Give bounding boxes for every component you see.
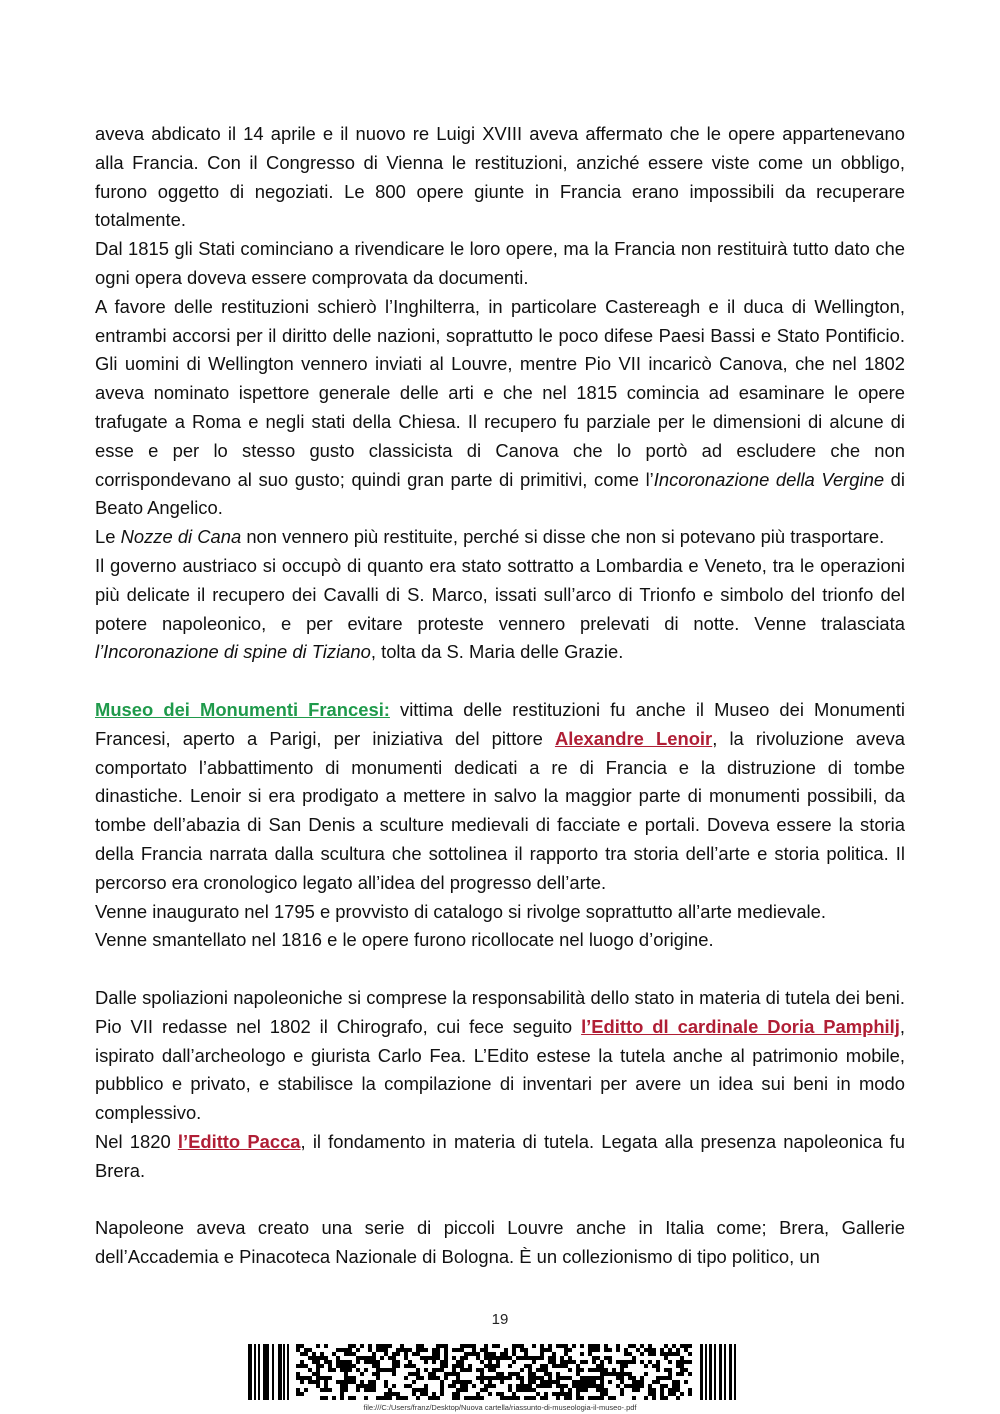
paragraph-gap <box>95 667 905 696</box>
page-number: 19 <box>491 1311 509 1328</box>
artwork-title: Incoronazione della Vergine <box>653 468 885 490</box>
paragraph: Il governo austriaco si occupò di quanto era stato sottratto a Lombardia e Veneto, tra le operazioni più delicate il recupero dei Cavalli di S. Marco, issati sull’arco di Trionfo e simbolo del trionfo del potere napoleonico, e per evitare proteste vennero prelevati di notte. Venne tralasciata l’Incoronazione di spine di Tiziano, tolta da S. Maria delle Grazie. <box>95 554 905 663</box>
barcode-image <box>248 1344 740 1400</box>
paragraph: A favore delle restituzioni schierò l’Inghilterra, in particolare Castereagh e il duca di Wellington, entrambi accorsi per il diritto delle nazioni, soprattutto le poco difese Paesi Bassi e Stato Pontificio. Gli uomini di Wellington vennero inviati al Louvre, mentre Pio VII incaricò Canova, che nel 1802 aveva nominato ispettore generale delle arti e che nel 1815 comincia ad esaminare le opere trafugate a Roma e negli stati della Chiesa. Il recupero fu parziale per le dimensioni di alcune di esse e per lo stesso gusto classicista di Canova che lo portò ad escludere che non corrispondevano al suo gusto; quindi gran parte di primitivi, come l’Incoronazione della Vergine di Beato Angelico. <box>95 295 905 519</box>
paragraph-gap <box>95 1185 905 1214</box>
paragraph: Dalle spoliazioni napoleoniche si comprese la responsabilità dello stato in materia di tutela dei beni. Pio VII redasse nel 1802 il Chirografo, cui fece seguito l’Editto dl cardinale Doria Pamphilj, ispirato dall’archeologo e giurista Carlo Fea. L’Edito estese la tutela anche al patrimonio mobile, pubblico e privato, e stabilisce la compilazione di inventari per avere un idea sui beni in modo complessivo. <box>95 986 906 1124</box>
paragraph: Le Nozze di Cana non vennero più restituite, perché si disse che non si potevano più trasportare. <box>95 526 885 548</box>
highlighted-edict: l’Editto Pacca <box>177 1130 301 1152</box>
paragraph: Napoleone aveva creato una serie di piccoli Louvre anche in Italia come; Brera, Gallerie dell’Accademia e Pinacoteca Nazionale di Bologna. È un collezionismo di tipo politico, un <box>95 1217 905 1268</box>
paragraph: Museo dei Monumenti Francesi: vittima delle restituzioni fu anche il Museo dei Monumenti Francesi, aperto a Parigi, per iniziativa del pittore Alexandre Lenoir, la rivoluzione aveva comportato l’abbattimento di monumenti dedicati a re di Francia e la distruzione di tombe dinastiche. Lenoir si era prodigato a mettere in salvo la maggior parte di monumenti possibili, da tombe dell’abazia di San Denis a sculture medievali di facciate e portali. Doveva essere la storia della Francia narrata dalla scultura che sottolinea il rapporto tra storia dell’arte e storia politica. Il percorso era cronologico legato all’idea del progresso dell’arte. <box>95 698 906 893</box>
highlighted-edict: l’Editto dl cardinale Doria Pamphilj <box>581 1015 900 1037</box>
paragraph: Dal 1815 gli Stati cominciano a rivendicare le loro opere, ma la Francia non restituirà tutto dato che ogni opera doveva essere comprovata da documenti. <box>95 238 905 288</box>
paragraph: Venne smantellato nel 1816 e le opere furono ricollocate nel luogo d’origine. <box>95 929 714 951</box>
artwork-title: l’Incoronazione di spine di Tiziano <box>95 641 371 663</box>
body-text <box>95 120 905 1272</box>
section-heading: Museo dei Monumenti Francesi: <box>95 698 390 720</box>
file-path: file:///C:/Users/franz/Desktop/Nuova cartella/riassunto-di-museologia-il-museo-.pdf <box>363 1403 637 1412</box>
paragraph: Nel 1820 l’Editto Pacca, il fondamento in materia di tutela. Legata alla presenza napoleonica fu Brera. <box>95 1130 905 1181</box>
paragraph: aveva abdicato il 14 aprile e il nuovo re Luigi XVIII aveva affermato che le opere appartenevano alla Francia. Con il Congresso di Vienna le restituzioni, anziché essere viste come un obbligo, furono oggetto di negoziati. Le 800 opere giunte in Francia erano impossibili da recuperare totalmente. <box>95 123 905 231</box>
paragraph-gap <box>95 955 905 984</box>
highlighted-name: Alexandre Lenoir <box>554 727 713 749</box>
paragraph: Venne inaugurato nel 1795 e provvisto di catalogo si rivolge soprattutto all’arte medievale. <box>95 900 826 922</box>
artwork-title: Nozze di Cana <box>120 526 242 548</box>
